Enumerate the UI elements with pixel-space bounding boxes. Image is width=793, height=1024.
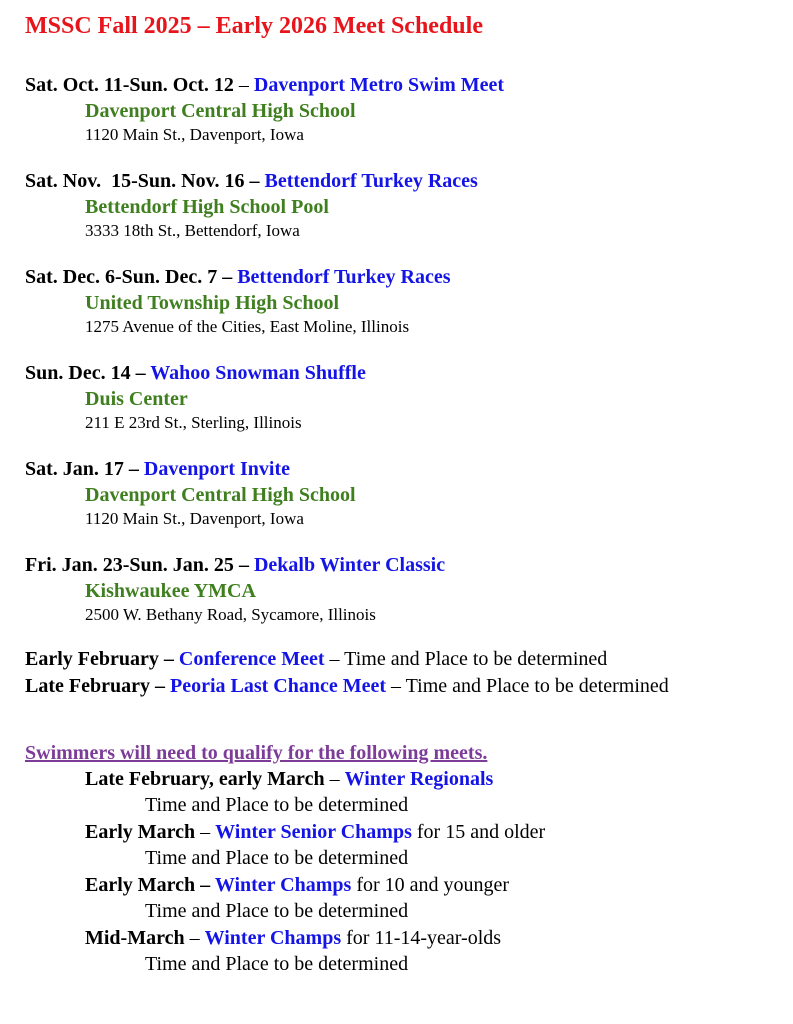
meet-heading <box>25 456 785 482</box>
meet-item <box>25 168 785 242</box>
meet-heading <box>25 168 785 194</box>
qualify-detail: Time and Place to be determined <box>145 953 409 975</box>
meet-name: Wahoo Snowman Shuffle <box>150 362 366 384</box>
tbd-meets <box>25 646 785 700</box>
meet-date: Sat. Oct. 11-Sun. Oct. 12 <box>25 74 234 96</box>
qualify-separator: – <box>184 927 205 949</box>
tbd-meet-line <box>25 646 785 673</box>
qualify-item <box>85 872 785 925</box>
qualify-item <box>85 819 785 872</box>
qualify-heading: Swimmers will need to qualify for the following meets. <box>25 742 488 764</box>
meet-heading <box>25 360 785 386</box>
qualify-heading-line <box>85 819 785 845</box>
meet-separator: – <box>233 554 254 576</box>
meet-date: Sat. Dec. 6-Sun. Dec. 7 <box>25 266 218 288</box>
qualify-extra: for 10 and younger <box>351 874 510 896</box>
meet-name: Davenport Metro Swim Meet <box>253 74 505 96</box>
tbd-meet-name: Conference Meet <box>178 648 325 670</box>
tbd-rest: – Time and Place to be determined <box>386 675 669 697</box>
qualify-list <box>25 766 785 978</box>
meet-item <box>25 552 785 626</box>
meet-venue: Kishwaukee YMCA <box>85 580 256 602</box>
tbd-meet-name: Peoria Last Chance Meet <box>169 675 387 697</box>
qualify-heading-line <box>85 766 785 792</box>
meet-date: Sun. Dec. 14 <box>25 362 131 384</box>
schedule-page <box>25 8 785 978</box>
meet-address: 3333 18th St., Bettendorf, Iowa <box>85 221 300 240</box>
meet-item <box>25 72 785 146</box>
qualify-when: Late February, early March <box>85 768 325 790</box>
page-title: MSSC Fall 2025 – Early 2026 Meet Schedule <box>25 13 483 39</box>
meet-heading <box>25 72 785 98</box>
meet-name: Bettendorf Turkey Races <box>237 266 451 288</box>
meet-item <box>25 360 785 434</box>
meet-item <box>25 456 785 530</box>
meet-address: 2500 W. Bethany Road, Sycamore, Illinois <box>85 605 376 624</box>
qualify-when: Early March <box>85 874 196 896</box>
qualify-meet-name: Winter Champs <box>214 874 352 896</box>
qualify-meet-name: Winter Senior Champs <box>215 821 412 843</box>
meet-venue: United Township High School <box>85 292 339 314</box>
meet-address: 1120 Main St., Davenport, Iowa <box>85 125 304 144</box>
tbd-when: Late February <box>25 675 150 697</box>
qualify-when: Early March <box>85 821 196 843</box>
meet-name: Dekalb Winter Classic <box>253 554 446 576</box>
meet-heading <box>25 552 785 578</box>
meet-address: 211 E 23rd St., Sterling, Illinois <box>85 413 302 432</box>
meet-separator: – <box>244 170 265 192</box>
qualify-separator: – <box>324 768 345 790</box>
meet-date: Fri. Jan. 23-Sun. Jan. 25 <box>25 554 234 576</box>
qualify-heading-line <box>85 872 785 898</box>
meet-address: 1275 Avenue of the Cities, East Moline, Illinois <box>85 317 410 336</box>
meet-separator: – <box>217 266 238 288</box>
meet-date: Sat. Jan. 17 <box>25 458 124 480</box>
qualify-item <box>85 766 785 819</box>
qualify-extra: for 11-14-year-olds <box>341 927 502 949</box>
meet-separator: – <box>130 362 151 384</box>
qualify-item <box>85 925 785 978</box>
tbd-separator: – <box>158 648 179 670</box>
qualify-separator: – <box>195 874 215 896</box>
tbd-rest: – Time and Place to be determined <box>324 648 608 670</box>
qualify-separator: – <box>195 821 216 843</box>
meet-name: Bettendorf Turkey Races <box>264 170 478 192</box>
qualify-detail: Time and Place to be determined <box>145 847 409 869</box>
tbd-when: Early February <box>25 648 159 670</box>
qualify-meet-name: Winter Regionals <box>344 768 494 790</box>
qualify-detail: Time and Place to be determined <box>145 900 409 922</box>
meet-separator: – <box>233 74 254 96</box>
meet-venue: Duis Center <box>85 388 188 410</box>
meet-name: Davenport Invite <box>143 458 291 480</box>
meet-venue: Davenport Central High School <box>85 100 356 122</box>
meet-heading <box>25 264 785 290</box>
qualify-meet-name: Winter Champs <box>204 927 342 949</box>
meet-item <box>25 264 785 338</box>
meet-date: Sat. Nov. 15-Sun. Nov. 16 <box>25 170 245 192</box>
tbd-separator: – <box>149 675 170 697</box>
meet-separator: – <box>123 458 144 480</box>
meet-venue: Davenport Central High School <box>85 484 356 506</box>
meet-list <box>25 72 785 626</box>
qualify-extra: for 15 and older <box>411 821 546 843</box>
tbd-meet-line <box>25 673 785 700</box>
meet-venue: Bettendorf High School Pool <box>85 196 329 218</box>
qualify-when: Mid-March <box>85 927 185 949</box>
meet-address: 1120 Main St., Davenport, Iowa <box>85 509 304 528</box>
qualify-detail: Time and Place to be determined <box>145 794 409 816</box>
qualify-heading-line <box>85 925 785 951</box>
